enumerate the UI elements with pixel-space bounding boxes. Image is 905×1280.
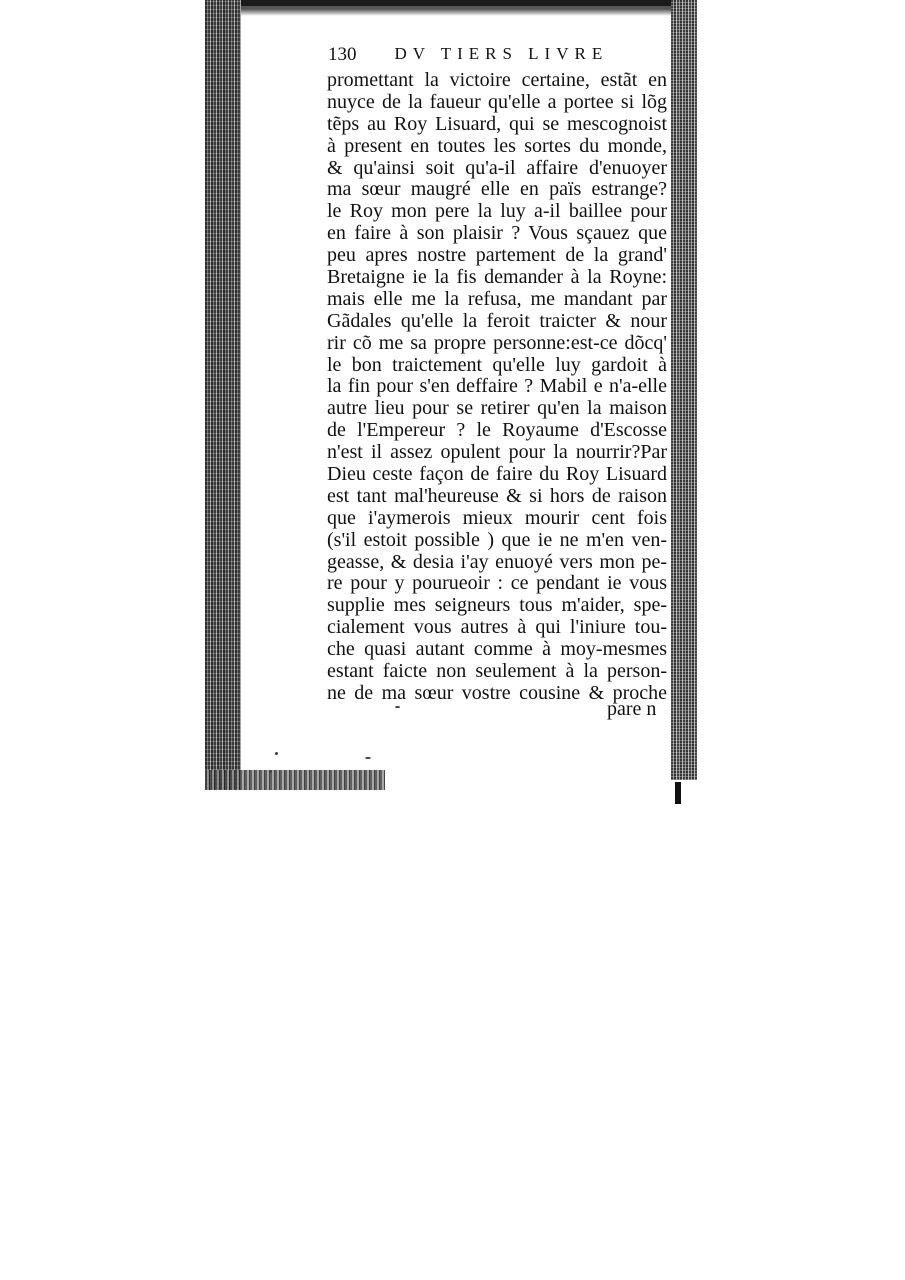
running-head [328,44,628,66]
scan-bottom-edge [205,770,385,790]
text-line: Bretaigne ie la fis demander à la Royne: [327,267,667,289]
text-line: la fin pour s'en deffaire ? Mabil e n'a-elle [327,376,667,398]
text-line: (s'il estoit possible ) que ie ne m'en ven- [327,529,667,551]
text-line: mais elle me la refusa, me mandant par [327,288,667,310]
text-line: rir cõ me sa propre personne:est-ce dõcq' [327,332,667,354]
scan-speck [395,706,400,708]
scan-left-margin-shadow [205,0,241,790]
text-line: & qu'ainsi soit qu'a-il affaire d'enuoyer [327,157,667,179]
text-line: à present en toutes les sortes du monde, [327,135,667,157]
scanned-page [205,0,697,790]
text-line: cialement vous autres à qui l'iniure tou- [327,617,667,639]
page-number: 130 [328,44,357,65]
text-line: autre lieu pour se retirer qu'en la maison [327,398,667,420]
running-title: DV TIERS LIVRE [394,44,609,63]
text-line: re pour y pourueoir : ce pendant ie vous [327,573,667,595]
text-line: geasse, & desia i'ay enuoyé vers mon pe- [327,551,667,573]
scan-speck [365,757,371,759]
text-line: ma sœur maugré elle en païs estrange? [327,179,667,201]
scan-top-edge [241,0,671,16]
text-line: tẽps au Roy Lisuard, qui se mescognoist [327,113,667,135]
scan-right-margin-shadow [671,0,697,780]
scan-edge-mark [675,782,681,804]
text-line: le bon traictement qu'elle luy gardoit à [327,354,667,376]
text-line: supplie mes seigneurs tous m'aider, spe- [327,595,667,617]
scan-speck [269,770,272,773]
text-line: ne de ma sœur vostre cousine & proche [327,682,667,704]
scan-speck [275,752,278,755]
text-line: promettant la victoire certaine, estãt en [327,70,667,91]
text-line: est tant mal'heureuse & si hors de raison [327,485,667,507]
text-line: que i'aymerois mieux mourir cent fois [327,507,667,529]
text-line: en faire à son plaisir ? Vous sçauez que [327,223,667,245]
text-line: nuyce de la faueur qu'elle a portee si lõg [327,91,667,113]
text-line: peu apres nostre partement de la grand' [327,245,667,267]
text-line: Gãdales qu'elle la feroit traicter & nour [327,310,667,332]
text-line: estant faicte non seulement à la person- [327,661,667,683]
text-line: n'est il assez opulent pour la nourrir?Par [327,442,667,464]
text-line: de l'Empereur ? le Royaume d'Escosse [327,420,667,442]
text-line: che quasi autant comme à moy-mesmes [327,639,667,661]
body-text [327,70,667,705]
catchword: pare n [607,698,657,720]
text-line: le Roy mon pere la luy a-il baillee pour [327,201,667,223]
text-line: Dieu ceste façon de faire du Roy Lisuard [327,464,667,486]
